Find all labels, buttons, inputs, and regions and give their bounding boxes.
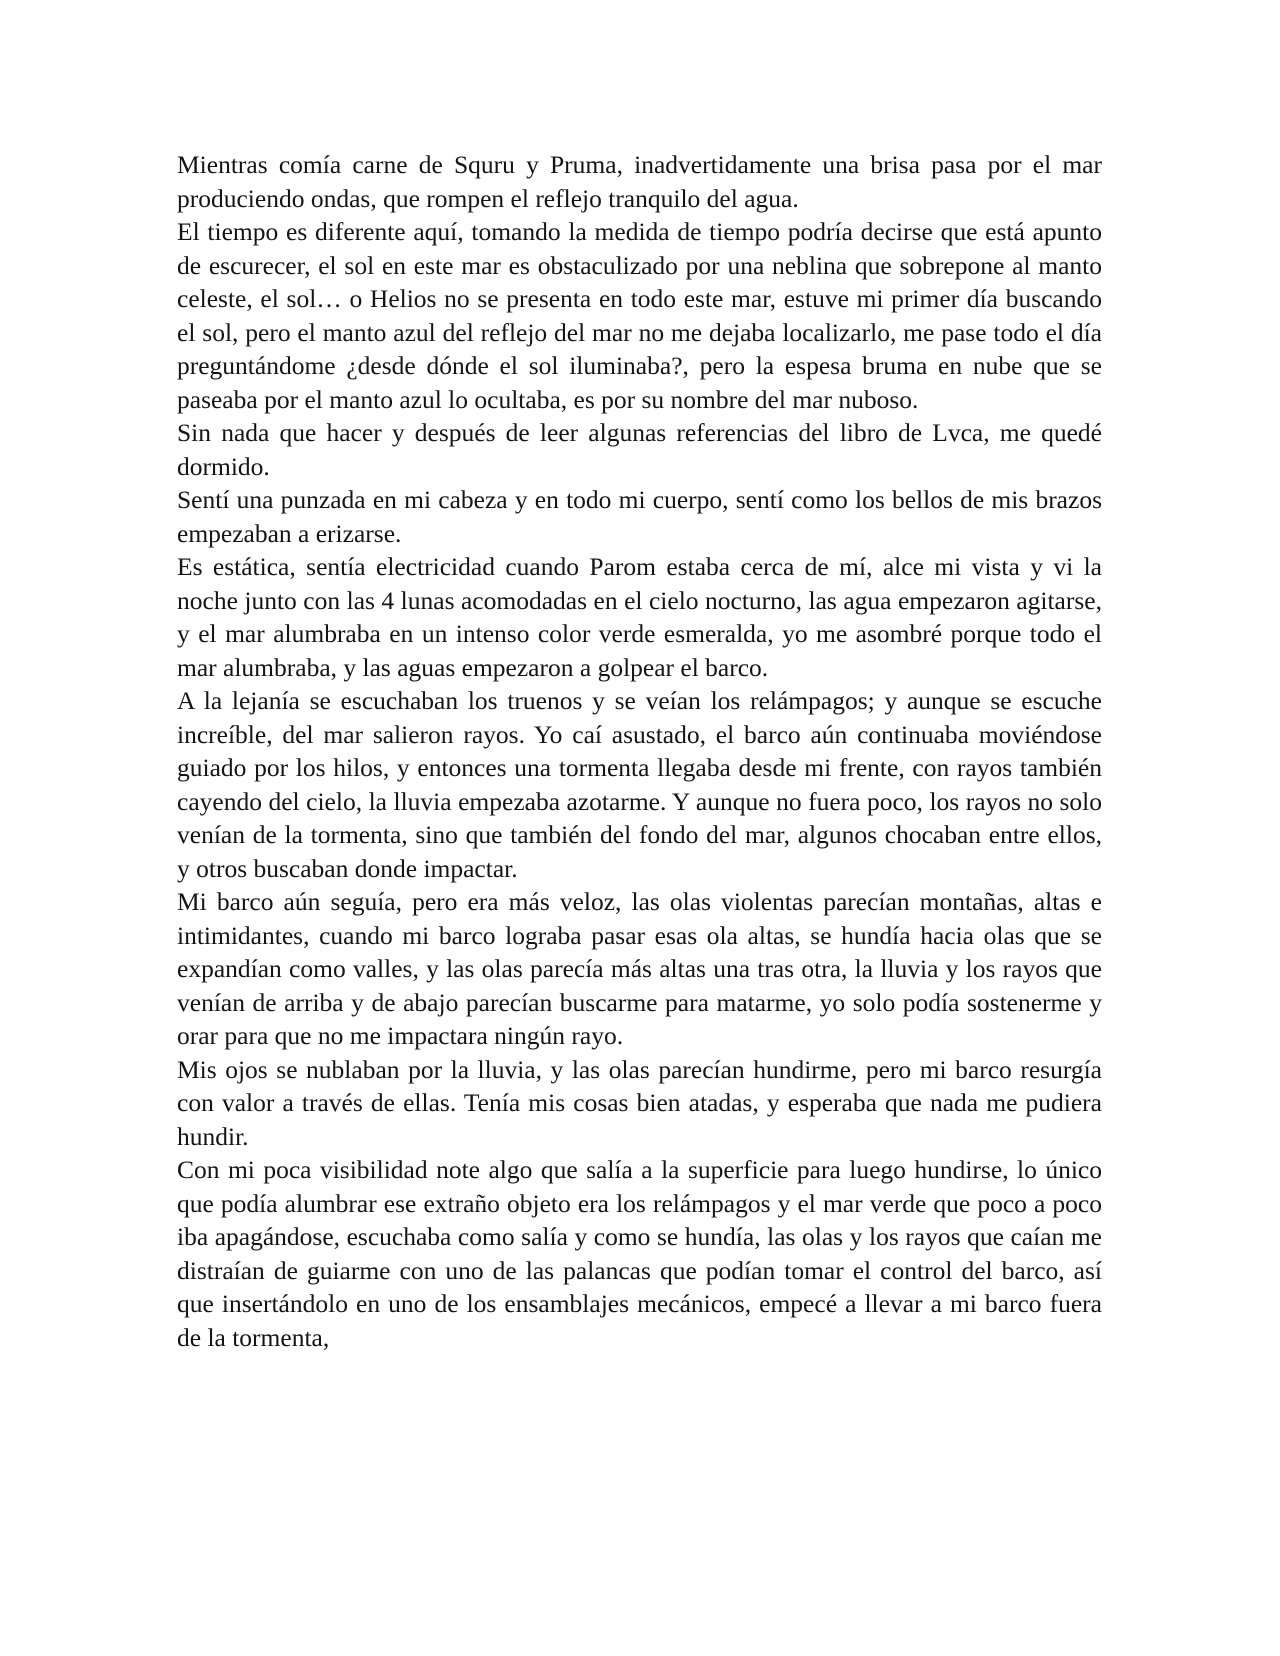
paragraph: Con mi poca visibilidad note algo que salía a la superficie para luego hundirse, lo único que podía alumbrar ese extraño objeto era los relámpagos y el mar verde que poco a poco iba apagándose, escuchaba como salía y como se hundía, las olas y los rayos que caían me distraían de guiarme con uno de las palancas que podían tomar el control del barco, así que insertándolo en uno de los ensamblajes mecánicos, empecé a llevar a mi barco fuera de la tormenta, <box>177 1155 1102 1352</box>
paragraph: A la lejanía se escuchaban los truenos y se veían los relámpagos; y aunque se escuche increíble, del mar salieron rayos. Yo caí asustado, el barco aún continuaba moviéndose guiado por los hilos, y entonces una tormenta llegaba desde mi frente, con rayos también cayendo del cielo, la lluvia empezaba azotarme. Y aunque no fuera poco, los rayos no solo venían de la tormenta, sino que también del fondo del mar, algunos chocaban entre ellos, y otros buscaban donde impactar. <box>177 686 1102 883</box>
paragraph: Es estática, sentía electricidad cuando Parom estaba cerca de mí, alce mi vista y vi la noche junto con las 4 lunas acomodadas en el cielo nocturno, las agua empezaron agitarse, y el mar alumbraba en un intenso color verde esmeralda, yo me asombré porque todo el mar alumbraba, y las aguas empezaron a golpear el barco. <box>177 552 1102 682</box>
paragraph: El tiempo es diferente aquí, tomando la medida de tiempo podría decirse que está apunto de escurecer, el sol en este mar es obstaculizado por una neblina que sobrepone al manto celeste, el sol… o Helios no se presenta en todo este mar, estuve mi primer día buscando el sol, pero el manto azul del reflejo del mar no me dejaba localizarlo, me pase todo el día preguntándome ¿desde dónde el sol iluminaba?, pero la espesa bruma en nube que se paseaba por el manto azul lo ocultaba, es por su nombre del mar nuboso. <box>177 217 1102 414</box>
document-body <box>177 148 1102 1354</box>
paragraph: Mi barco aún seguía, pero era más veloz, las olas violentas parecían montañas, altas e intimidantes, cuando mi barco lograba pasar esas ola altas, se hundía hacia olas que se expandían como valles, y las olas parecía más altas una tras otra, la lluvia y los rayos que venían de arriba y de abajo parecían buscarme para matarme, yo solo podía sostenerme y orar para que no me impactara ningún rayo. <box>177 887 1102 1050</box>
paragraph: Sin nada que hacer y después de leer algunas referencias del libro de Lvca, me quedé dormido. <box>177 418 1102 481</box>
paragraph: Mis ojos se nublaban por la lluvia, y las olas parecían hundirme, pero mi barco resurgía con valor a través de ellas. Tenía mis cosas bien atadas, y esperaba que nada me pudiera hundir. <box>177 1054 1102 1151</box>
paragraph: Mientras comía carne de Squru y Pruma, inadvertidamente una brisa pasa por el mar produciendo ondas, que rompen el reflejo tranquilo del agua. <box>177 150 1102 213</box>
paragraph: Sentí una punzada en mi cabeza y en todo mi cuerpo, sentí como los bellos de mis brazos empezaban a erizarse. <box>177 485 1102 548</box>
